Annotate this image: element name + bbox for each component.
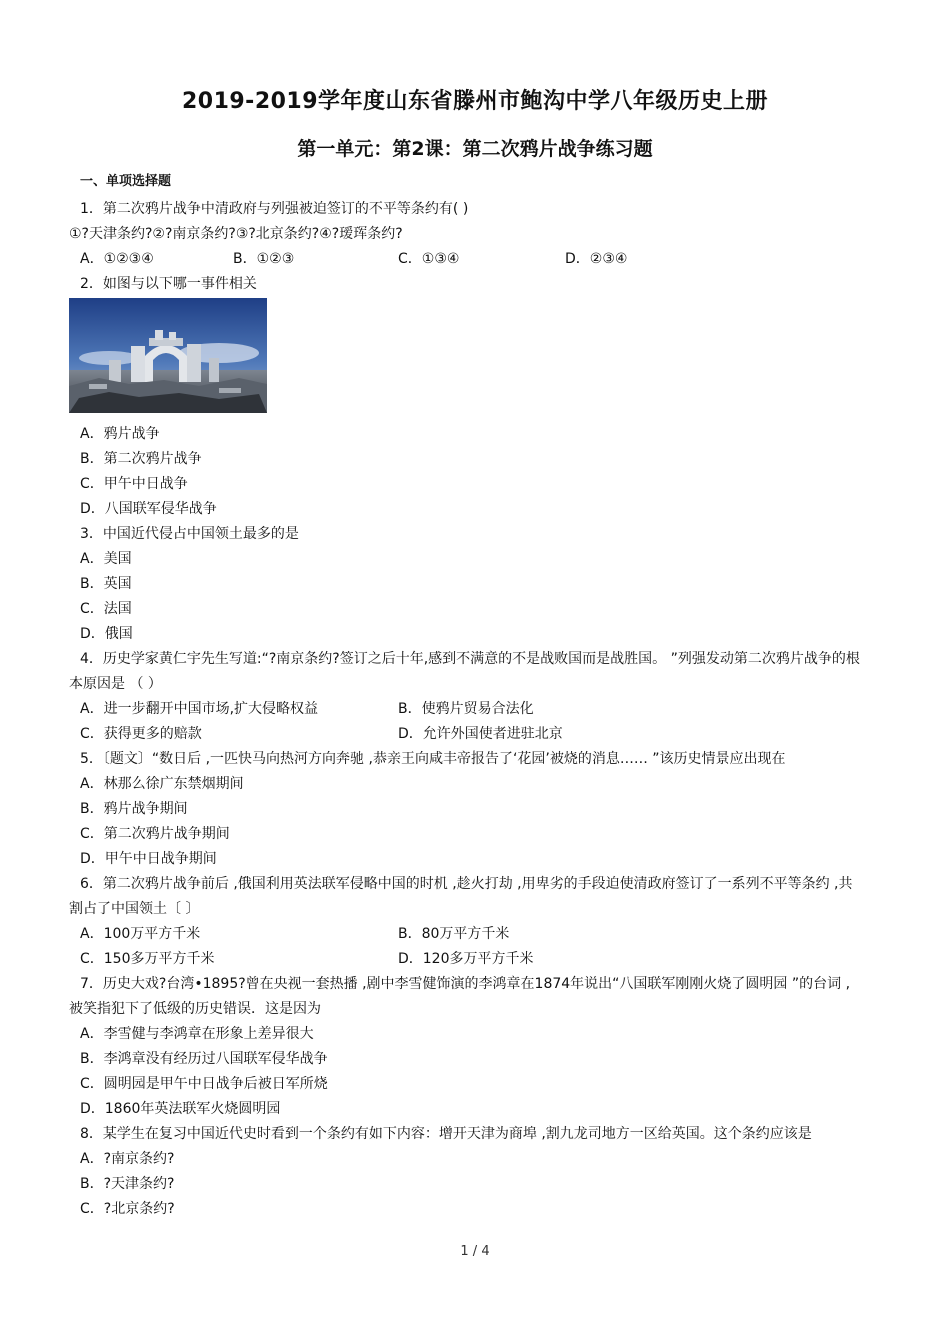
question-3-option-b: B．英国 — [80, 576, 132, 592]
question-1-option-b: B．①②③ — [233, 251, 295, 267]
question-2-option-a: A．鸦片战争 — [80, 426, 160, 442]
question-2-option-d: D．八国联军侵华战争 — [80, 501, 217, 517]
question-5-option-c: C．第二次鸦片战争期间 — [80, 826, 230, 842]
question-1-option-a: A．①②③④ — [80, 251, 154, 267]
question-6-option-a: A．100万平方千米 — [80, 926, 201, 942]
question-4-option-d: D．允许外国使者进驻北京 — [398, 726, 563, 742]
question-4-stem-continued: 本原因是 （ ） — [69, 676, 162, 692]
question-3-stem: 3．中国近代侵占中国领土最多的是 — [80, 526, 299, 542]
question-2-option-c: C．甲午中日战争 — [80, 476, 188, 492]
question-6-option-c: C．150多万平方千米 — [80, 951, 215, 967]
question-6-stem-continued: 割占了中国领土〔 〕 — [69, 901, 200, 917]
question-3-option-a: A．美国 — [80, 551, 132, 567]
question-3-option-c: C．法国 — [80, 601, 132, 617]
question-5-option-b: B．鸦片战争期间 — [80, 801, 188, 817]
question-7-option-a: A．李雪健与李鸿章在形象上差异很大 — [80, 1026, 314, 1042]
question-8-option-c: C．?北京条约? — [80, 1201, 175, 1217]
question-7-option-d: D．1860年英法联军火烧圆明园 — [80, 1101, 281, 1117]
question-6-option-d: D．120多万平方千米 — [398, 951, 534, 967]
question-8-stem: 8．某学生在复习中国近代史时看到一个条约有如下内容：增开天津为商埠 ,割九龙司地方一区给英国。这个条约应该是 — [80, 1126, 812, 1142]
question-5-option-a: A．林那么徐广东禁烟期间 — [80, 776, 244, 792]
question-1-items: ①?天津条约?②?南京条约?③?北京条约?④?瑷珲条约? — [69, 226, 403, 242]
page-number: 1 / 4 — [460, 1244, 490, 1259]
section-heading: 一、单项选择题 — [80, 174, 172, 189]
question-2-stem: 2．如图与以下哪一事件相关 — [80, 276, 257, 292]
question-5-option-d: D．甲午中日战争期间 — [80, 851, 217, 867]
yuanmingyuan-ruins-photo — [69, 298, 267, 413]
question-4-stem: 4．历史学家黄仁宇先生写道:“?南京条约?签订之后十年,感到不满意的不是战败国而是战胜国。 ”列强发动第二次鸦片战争的根 — [80, 651, 860, 667]
question-7-option-c: C．圆明园是甲午中日战争后被日军所烧 — [80, 1076, 328, 1092]
question-4-option-b: B．使鸦片贸易合法化 — [398, 701, 534, 717]
question-1-stem: 1．第二次鸦片战争中清政府与列强被迫签订的不平等条约有( ) — [80, 201, 469, 217]
question-4-option-c: C．获得更多的赔款 — [80, 726, 202, 742]
question-6-stem: 6．第二次鸦片战争前后 ,俄国利用英法联军侵略中国的时机 ,趁火打劫 ,用卑劣的手段迫使清政府签订了一系列不平等条约 ,共 — [80, 876, 853, 892]
question-3-option-d: D．俄国 — [80, 626, 133, 642]
question-4-option-a: A．进一步翻开中国市场,扩大侵略权益 — [80, 701, 319, 717]
document-title: 2019-2019学年度山东省滕州市鲍沟中学八年级历史上册 — [181, 89, 769, 114]
document-subtitle: 第一单元：第2课：第二次鸦片战争练习题 — [297, 138, 653, 160]
question-6-option-b: B．80万平方千米 — [398, 926, 510, 942]
question-1-option-c: C．①③④ — [398, 251, 460, 267]
question-5-stem: 5．〔题文〕“数日后 ,一匹快马向热河方向奔驰 ,恭亲王向咸丰帝报告了‘花园’被烧的消息…… ”该历史情景应出现在 — [80, 751, 786, 767]
question-7-option-b: B．李鸿章没有经历过八国联军侵华战争 — [80, 1051, 328, 1067]
question-1-option-d: D．②③④ — [565, 251, 628, 267]
question-8-option-b: B．?天津条约? — [80, 1176, 175, 1192]
question-2-option-b: B．第二次鸦片战争 — [80, 451, 202, 467]
question-7-stem-continued: 被笑指犯下了低级的历史错误．这是因为 — [69, 1001, 321, 1017]
question-7-stem: 7．历史大戏?台湾•1895?曾在央视一套热播 ,剧中李雪健饰演的李鸿章在1874年说出“八国联军刚刚火烧了圆明园 ”的台词 , — [80, 976, 851, 992]
question-8-option-a: A．?南京条约? — [80, 1151, 175, 1167]
